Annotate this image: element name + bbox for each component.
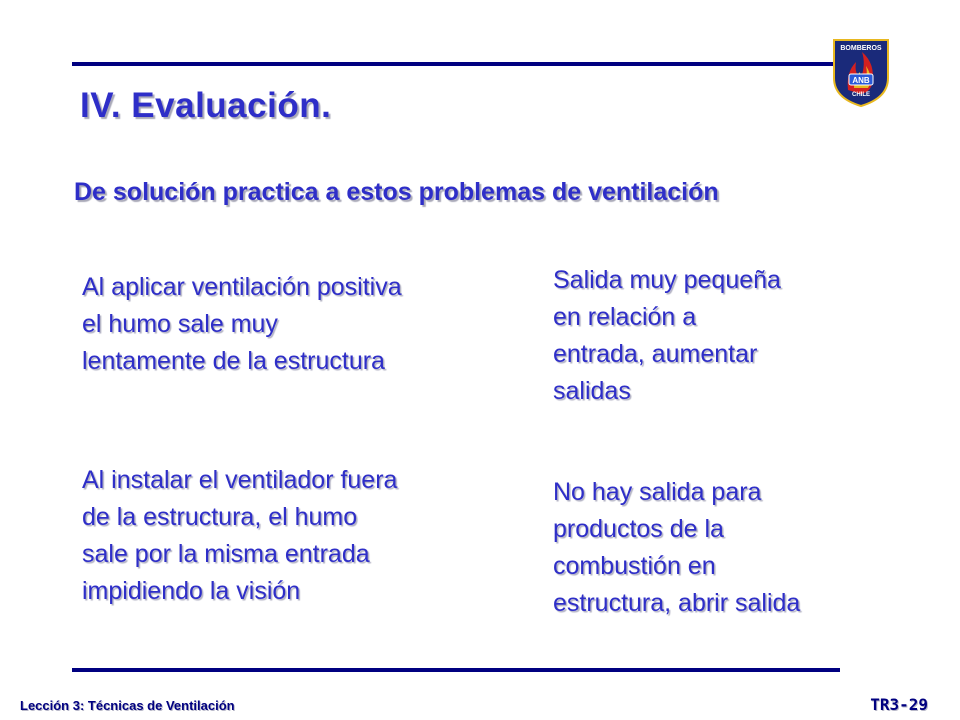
text-line: Al aplicar ventilación positiva bbox=[82, 273, 402, 301]
text-line: el humo sale muy bbox=[82, 310, 278, 338]
logo-badge-text: ANB bbox=[852, 76, 870, 85]
slide-subtitle: De solución practica a estos problemas de ventilación bbox=[74, 178, 719, 206]
solution-1-text bbox=[553, 262, 781, 410]
text-line: Al instalar el ventilador fuera bbox=[82, 466, 398, 494]
text-line: estructura, abrir salida bbox=[553, 589, 801, 617]
slide-title: IV. Evaluación. bbox=[80, 86, 332, 125]
text-line: productos de la bbox=[553, 515, 724, 543]
text-line: entrada, aumentar bbox=[553, 340, 758, 368]
text-line: impidiendo la visión bbox=[82, 577, 301, 605]
text-line: Salida muy pequeña bbox=[553, 266, 781, 294]
logo-top-text: BOMBEROS bbox=[840, 45, 882, 52]
text-line: sale por la misma entrada bbox=[82, 540, 370, 568]
slide-code: TR3-29 bbox=[870, 695, 928, 714]
text-line: en relación a bbox=[553, 303, 697, 331]
solution-2-text bbox=[553, 474, 800, 622]
bomberos-logo bbox=[828, 34, 894, 108]
text-line: lentamente de la estructura bbox=[82, 347, 385, 375]
problem-1-text bbox=[82, 269, 402, 380]
bottom-divider bbox=[72, 668, 840, 672]
text-line: salidas bbox=[553, 377, 631, 405]
problem-2-text bbox=[82, 462, 397, 610]
text-line: de la estructura, el humo bbox=[82, 503, 358, 531]
text-line: No hay salida para bbox=[553, 478, 762, 506]
top-divider bbox=[72, 62, 842, 66]
footer-lesson-label: Lección 3: Técnicas de Ventilación bbox=[20, 698, 235, 713]
logo-bottom-text: CHILE bbox=[852, 92, 870, 98]
text-line: combustión en bbox=[553, 552, 716, 580]
